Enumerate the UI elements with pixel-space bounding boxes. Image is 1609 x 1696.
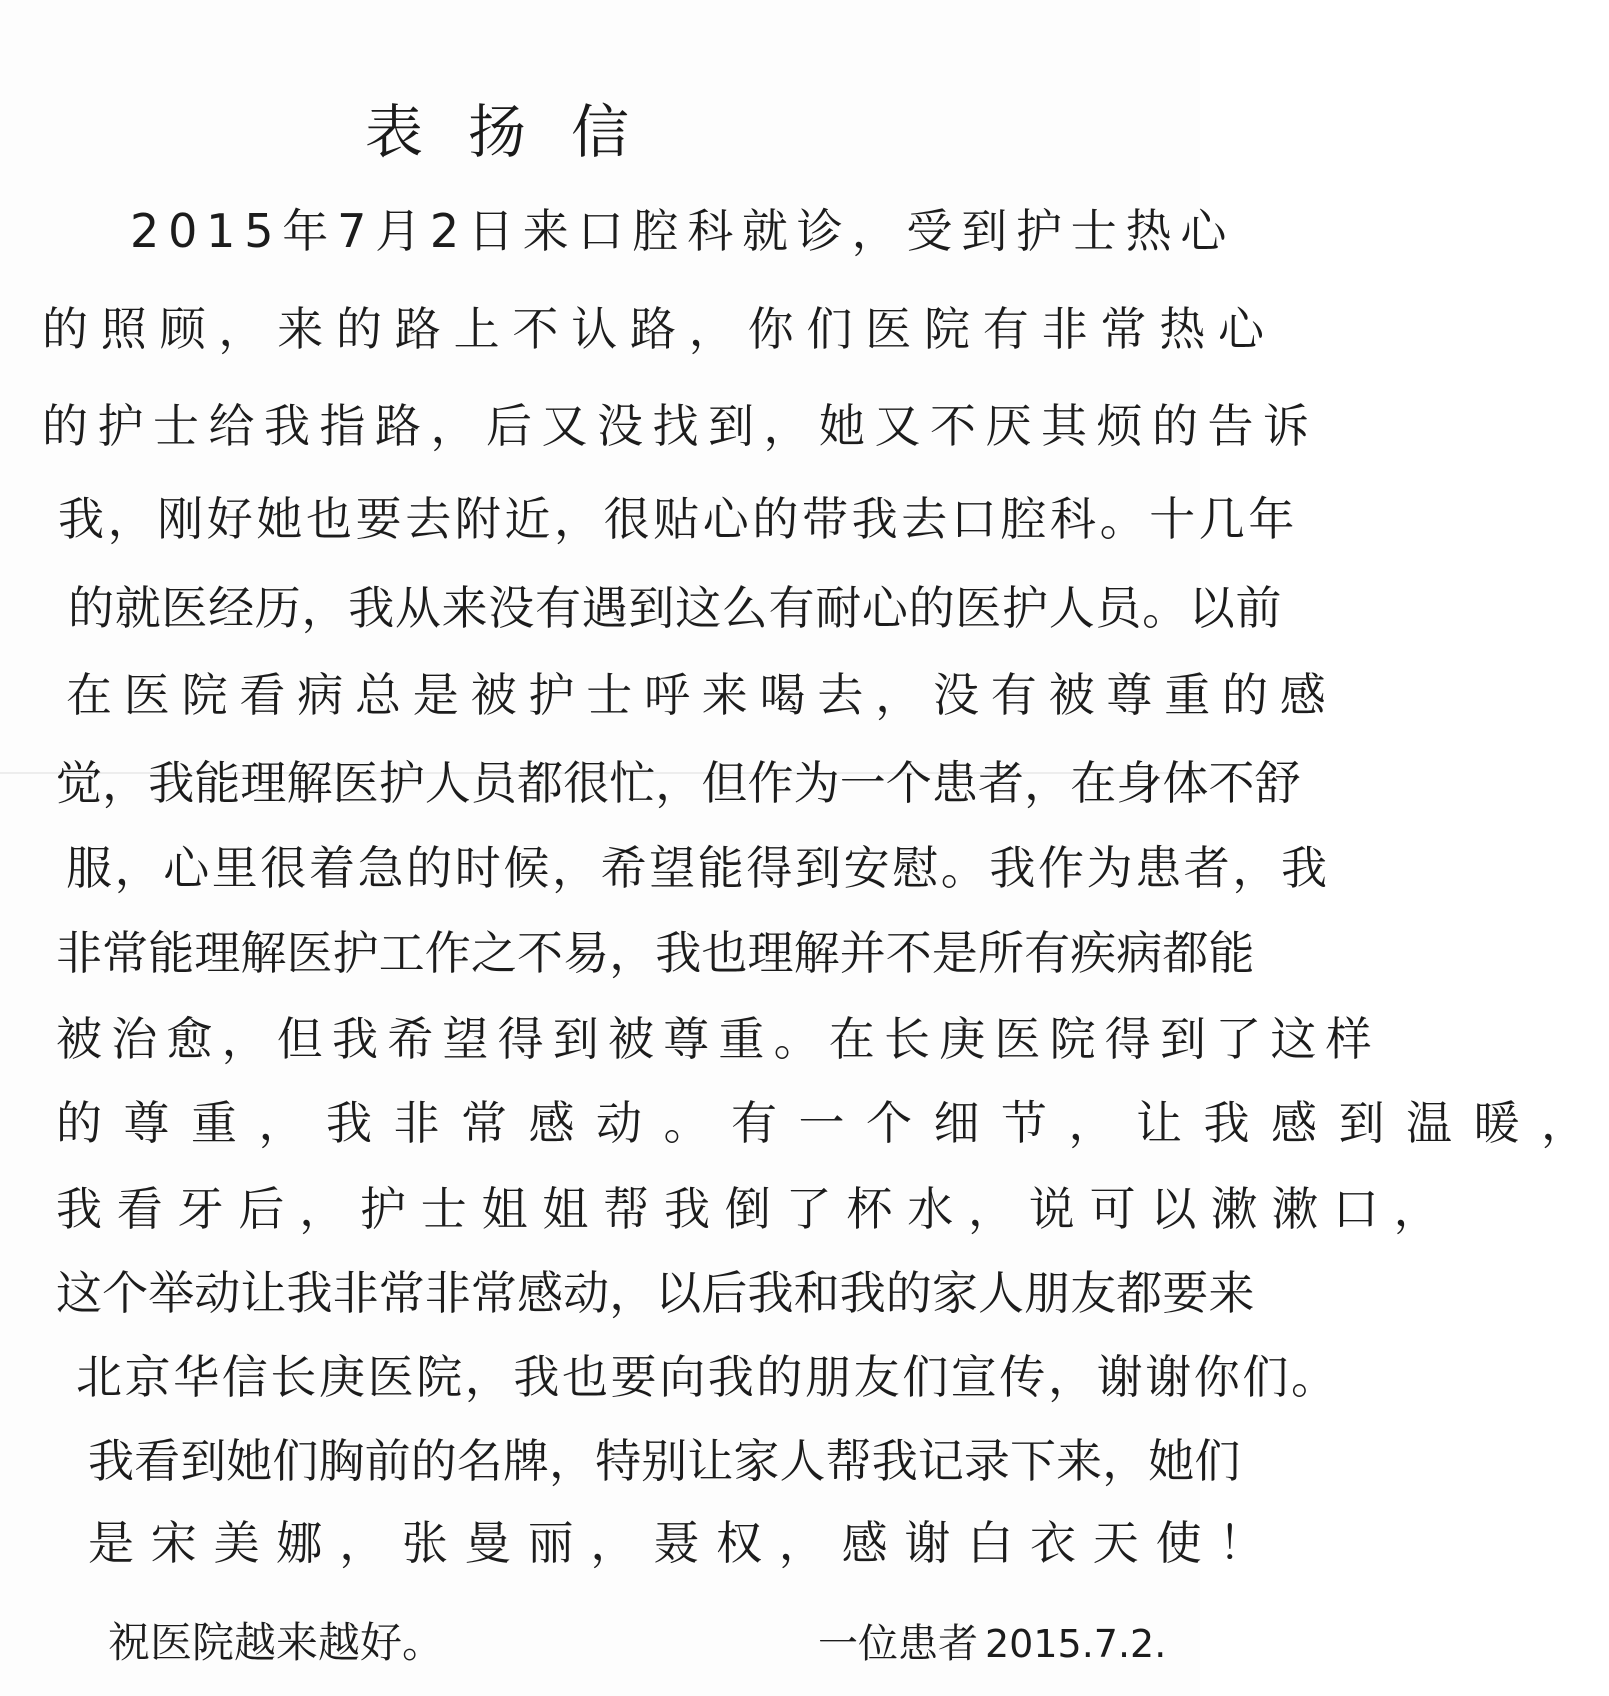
letter-line: 我看牙后，护士姐姐帮我倒了杯水，说可以漱漱口， [56,1182,1455,1236]
letter-signature: 一位患者 [818,1621,978,1667]
letter-line: 是宋美娜，张曼丽，聂权，感谢白衣天使！ [88,1516,1282,1570]
letter-line: 服，心里很着急的时候，希望能得到安慰。我作为患者，我 [66,841,1330,895]
letter-line: 被治愈，但我希望得到被尊重。在长庚医院得到了这样 [56,1012,1381,1066]
letter-line: 在医院看病总是被护士呼来喝去，没有被尊重的感 [66,668,1338,722]
letter-date: 2015.7.2. [985,1622,1167,1666]
letter-line: 北京华信长庚医院，我也要向我的朋友们宣传，谢谢你们。 [76,1350,1340,1404]
letter-closing: 祝医院越来越好。 [108,1618,445,1667]
letter-line: 的照顾，来的路上不认路，你们医院有非常热心 [42,302,1277,356]
letter-title: 表扬信 [365,98,675,166]
letter-line: 的护士给我指路，后又没找到，她又不厌其烦的告诉 [42,399,1319,453]
letter-line: 我看到她们胸前的名牌，特别让家人帮我记录下来，她们 [88,1434,1241,1488]
letter-line: 我，刚好她也要去附近，很贴心的带我去口腔科。十几年 [58,492,1298,546]
letter-line: 这个举动让我非常非常感动，以后我和我的家人朋友都要来 [56,1266,1255,1320]
letter-line: 非常能理解医护工作之不易，我也理解并不是所有疾病都能 [56,926,1255,980]
letter-line: 2015年7月2日来口腔科就诊，受到护士热心 [130,204,1236,258]
letter-line: 觉，我能理解医护人员都很忙，但作为一个患者，在身体不舒 [56,756,1301,810]
letter-line: 的尊重，我非常感动。有一个细节，让我感到温暖， [56,1096,1609,1150]
letter-line: 的就医经历，我从来没有遇到这么有耐心的医护人员。以前 [68,581,1283,635]
